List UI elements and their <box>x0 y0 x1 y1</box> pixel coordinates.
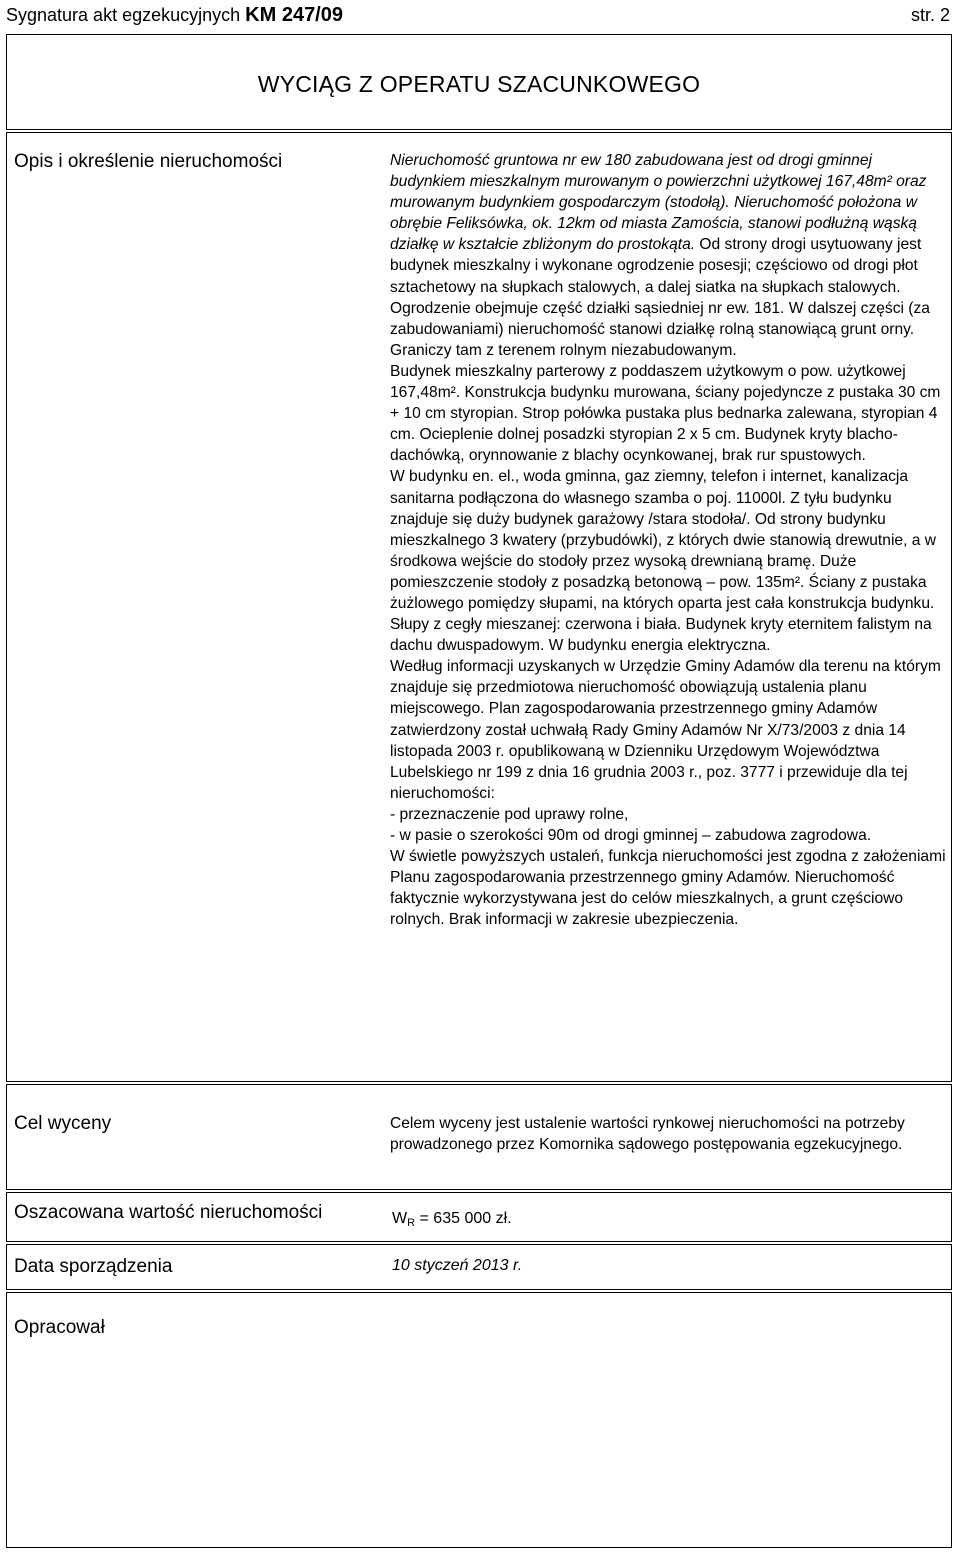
purpose-paragraph: Celem wyceny jest ustalenie wartości rynkowej nieruchomości na potrzeby prowadzonego przez Komornika sądowego postępowania egzekucyjnego. <box>390 1115 905 1154</box>
page-header <box>6 4 952 30</box>
prepared-label: Opracował <box>14 1317 105 1338</box>
value-label: Oszacowana wartość nieruchomości <box>14 1202 323 1223</box>
case-signature <box>6 4 343 26</box>
description-planning: Według informacji uzyskanych w Urzędzie Gminy Adamów dla terenu na którym znajduje się przedmiotowa nieruchomość obowiązują ustalenia planu miejscowego. Plan zagospodarowania przestrzennego gminy Adamów zatwierdzony został uchwałą Rady Gminy Adamów Nr X/73/2003 z dnia 14 listopada 2003 r. opublikowaną w Dzienniku Urzędowym Województwa Lubelskiego nr 199 z dnia 16 grudnia 2003 r., poz. 3777 i przewiduje dla tej nieruchomości: <box>390 658 941 802</box>
description-fence: Od strony drogi usytuowany jest budynek mieszkalny i wykonane ogrodzenie posesji; częściowo od drogi płot sztachetowy na słupkach stalowych, a dalej siatka na słupkach stalowych. Ogrodzenie obejmuje część działki sąsiedniej nr ew. 181. W dalszej części (za zabudowaniami) nieruchomość stanowi działkę rolną stanowiącą grunt orny. Graniczy tam z terenem rolnym niezabudowanym. <box>390 236 930 359</box>
description-label: Opis i określenie nieruchomości <box>14 151 283 172</box>
prepared-box <box>6 1292 952 1548</box>
description-text <box>390 150 950 930</box>
date-label: Data sporządzenia <box>14 1256 173 1277</box>
case-number: KM 247/09 <box>245 4 343 26</box>
purpose-label: Cel wyceny <box>14 1113 112 1134</box>
value-subscript: R <box>407 1217 416 1229</box>
planning-item-1: - przeznaczenie pod uprawy rolne, <box>390 805 629 823</box>
description-conclusion: W świetle powyższych ustaleń, funkcja nieruchomości jest zgodna z założeniami Planu zagospodarowania przestrzennego gminy Adamów. Nieruchomość faktycznie wykorzystywana jest do celów mieszkalnych, a grunt częściowo rolnych. Brak informacji w zakresie ubezpieczenia. <box>390 848 946 929</box>
value-number: = 635 000 zł. <box>419 1210 512 1227</box>
date-value: 10 styczeń 2013 r. <box>392 1257 523 1274</box>
value-amount <box>392 1210 512 1229</box>
document-title: WYCIĄG Z OPERATU SZACUNKOWEGO <box>257 71 701 97</box>
purpose-text <box>390 1113 950 1155</box>
signature-prefix: Sygnatura akt egzekucyjnych <box>6 5 241 25</box>
title-box <box>6 34 952 130</box>
description-intro: Nieruchomość gruntowa nr ew 180 zabudowana jest od drogi gminnej budynkiem mieszkalnym murowanym o powierzchni użytkowej 167,48m² oraz murowanym budynkiem gospodarczym (stodołą). Nieruchomość położona w obrębie Feliksówka, ok. 12km od miasta Zamościa, stanowi podłużną wąską działkę w kształcie zbliżonym do prostokąta. <box>390 152 927 254</box>
value-symbol: W <box>392 1210 408 1227</box>
description-utilities: W budynku en. el., woda gminna, gaz ziemny, telefon i internet, kanalizacja sanitarna podłączona do własnego szamba o poj. 11000l. Z tyłu budynku znajduje się duży budynek garażowy /stara stodoła/. Od strony budynku mieszkalnego 3 kwatery (przybudówki), z których dwie stanowią drewutnie, a w środkowa wejście do stodoły przez wysoką drewnianą bramę. Duże pomieszczenie stodoły z posadzką betonową – pow. 135m². Ściany z pustaka żużlowego pomiędzy słupami, na których oparta jest cała konstrukcja budynku. Słupy z cegły mieszanej: czerwona i biała. Budynek kryty eternitem falistym na dachu dwuspadowym. W budynku energia elektryczna. <box>390 468 937 655</box>
planning-item-2: - w pasie o szerokości 90m od drogi gminnej – zabudowa zagrodowa. <box>390 827 872 844</box>
page-number: str. 2 <box>910 5 950 25</box>
description-building: Budynek mieszkalny parterowy z poddaszem użytkowym o pow. użytkowej 167,48m². Konstrukcja budynku murowana, ściany pojedyncze z pustaka 30 cm + 10 cm styropian. Strop połówka pustaka plus bednarka zalewana, styropian 4 cm. Ocieplenie dolnej posadzki styropian 2 x 5 cm. Budynek kryty blacho-dachówką, orynnowanie z blachy ocynkowanej, brak rur spustowych. <box>390 362 941 465</box>
